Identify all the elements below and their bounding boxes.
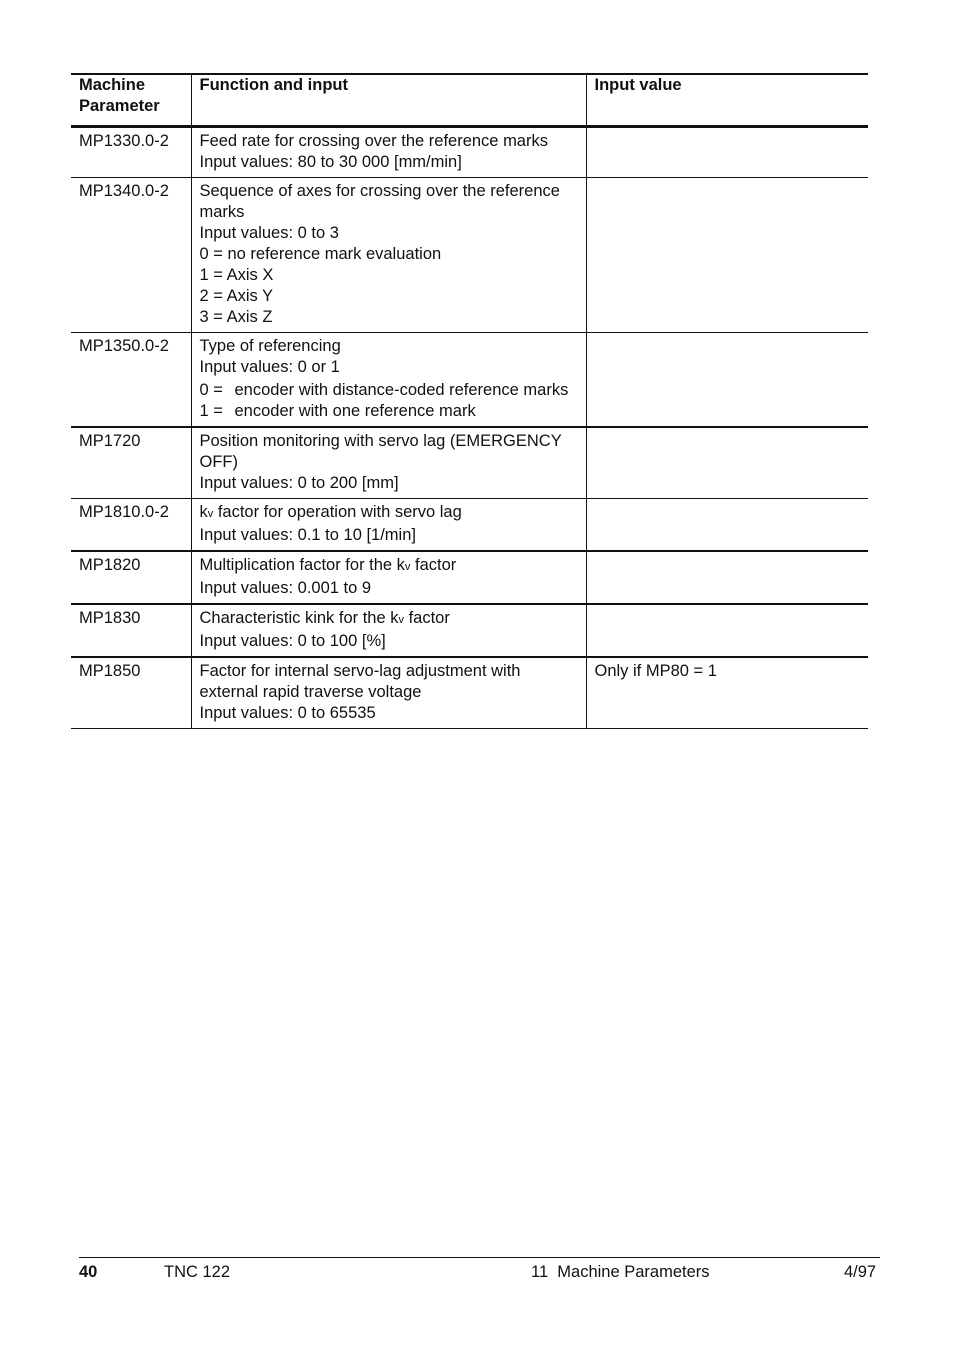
revision-date: 4/97	[844, 1263, 877, 1281]
input-value: Only if MP80 = 1	[586, 657, 868, 729]
param-id: MP1340.0-2	[71, 178, 191, 333]
table-row	[71, 178, 868, 333]
table-row	[71, 657, 868, 729]
function-description	[191, 657, 586, 729]
function-description	[191, 127, 586, 178]
footer-divider	[79, 1257, 880, 1258]
option-item	[200, 401, 579, 422]
description-line: Sequence of axes for crossing over the reference marks	[199, 182, 560, 221]
function-description	[191, 551, 586, 604]
page-number: 40	[79, 1263, 98, 1281]
product-name: TNC 122	[164, 1263, 231, 1281]
param-id: MP1350.0-2	[71, 333, 191, 428]
input-range: Input values: 0.001 to 9	[199, 579, 372, 597]
function-description	[191, 427, 586, 499]
text-part: k	[199, 503, 208, 521]
param-id: MP1850	[71, 657, 191, 729]
input-value	[586, 604, 868, 657]
option-line: 1 = Axis X	[199, 266, 274, 284]
option-line: 2 = Axis Y	[199, 287, 274, 305]
text-part: Multiplication factor for the k	[199, 556, 405, 574]
table-row	[71, 604, 868, 657]
input-range: Input values: 0 to 100 [%]	[199, 632, 386, 650]
input-range: Input values: 0.1 to 10 [1/min]	[199, 526, 416, 544]
text-part: factor	[410, 556, 457, 574]
input-value	[586, 499, 868, 552]
text-part: factor for operation with servo lag	[213, 503, 462, 521]
input-value	[586, 551, 868, 604]
param-id: MP1820	[71, 551, 191, 604]
input-value	[586, 127, 868, 178]
subscript: v	[404, 561, 411, 573]
table-header-row	[71, 74, 868, 127]
description-line: Type of referencing	[199, 337, 341, 355]
machine-parameter-table	[71, 73, 868, 729]
header-input-value: Input value	[586, 74, 868, 127]
param-id: MP1810.0-2	[71, 499, 191, 552]
description-line: Position monitoring with servo lag (EMERGENCY OFF)	[199, 432, 562, 471]
description-line	[200, 608, 579, 631]
text-part: Characteristic kink for the k	[199, 609, 399, 627]
subscript: v	[398, 614, 404, 626]
function-description	[191, 178, 586, 333]
table-row	[71, 333, 868, 428]
option-line: 0 = no reference mark evaluation	[199, 245, 442, 263]
description-line	[200, 502, 579, 525]
input-value	[586, 333, 868, 428]
header-machine-parameter: Machine Parameter	[71, 74, 191, 127]
function-description	[191, 333, 586, 428]
description-line: Factor for internal servo-lag adjustment with external rapid traverse voltage	[199, 662, 521, 701]
chapter-title: 11 Machine Parameters	[531, 1263, 710, 1281]
param-id: MP1830	[71, 604, 191, 657]
input-value	[586, 178, 868, 333]
input-range: Input values: 0 to 200 [mm]	[199, 474, 399, 492]
table-row	[71, 427, 868, 499]
subscript: v	[207, 508, 214, 520]
input-range: Input values: 0 to 3	[199, 224, 339, 242]
option-text: encoder with one reference mark	[234, 402, 476, 420]
table-row	[71, 551, 868, 604]
input-range: Input values: 80 to 30 000 [mm/min]	[199, 153, 462, 171]
param-id: MP1330.0-2	[71, 127, 191, 178]
function-description	[191, 604, 586, 657]
table-row	[71, 499, 868, 552]
description-line: Feed rate for crossing over the reference marks	[199, 132, 548, 150]
option-line: 3 = Axis Z	[199, 308, 273, 326]
input-range: Input values: 0 to 65535	[199, 704, 376, 722]
param-id: MP1720	[71, 427, 191, 499]
input-value	[586, 427, 868, 499]
text-part: factor	[403, 609, 450, 627]
function-description	[191, 499, 586, 552]
option-key: 0 =	[199, 381, 223, 399]
option-key: 1 =	[199, 402, 223, 420]
table-row	[71, 127, 868, 178]
input-range: Input values: 0 or 1	[199, 358, 340, 376]
option-text: encoder with distance-coded reference marks	[234, 381, 569, 399]
description-line	[200, 555, 579, 578]
option-item	[200, 380, 579, 401]
header-function-and-input: Function and input	[191, 74, 586, 127]
